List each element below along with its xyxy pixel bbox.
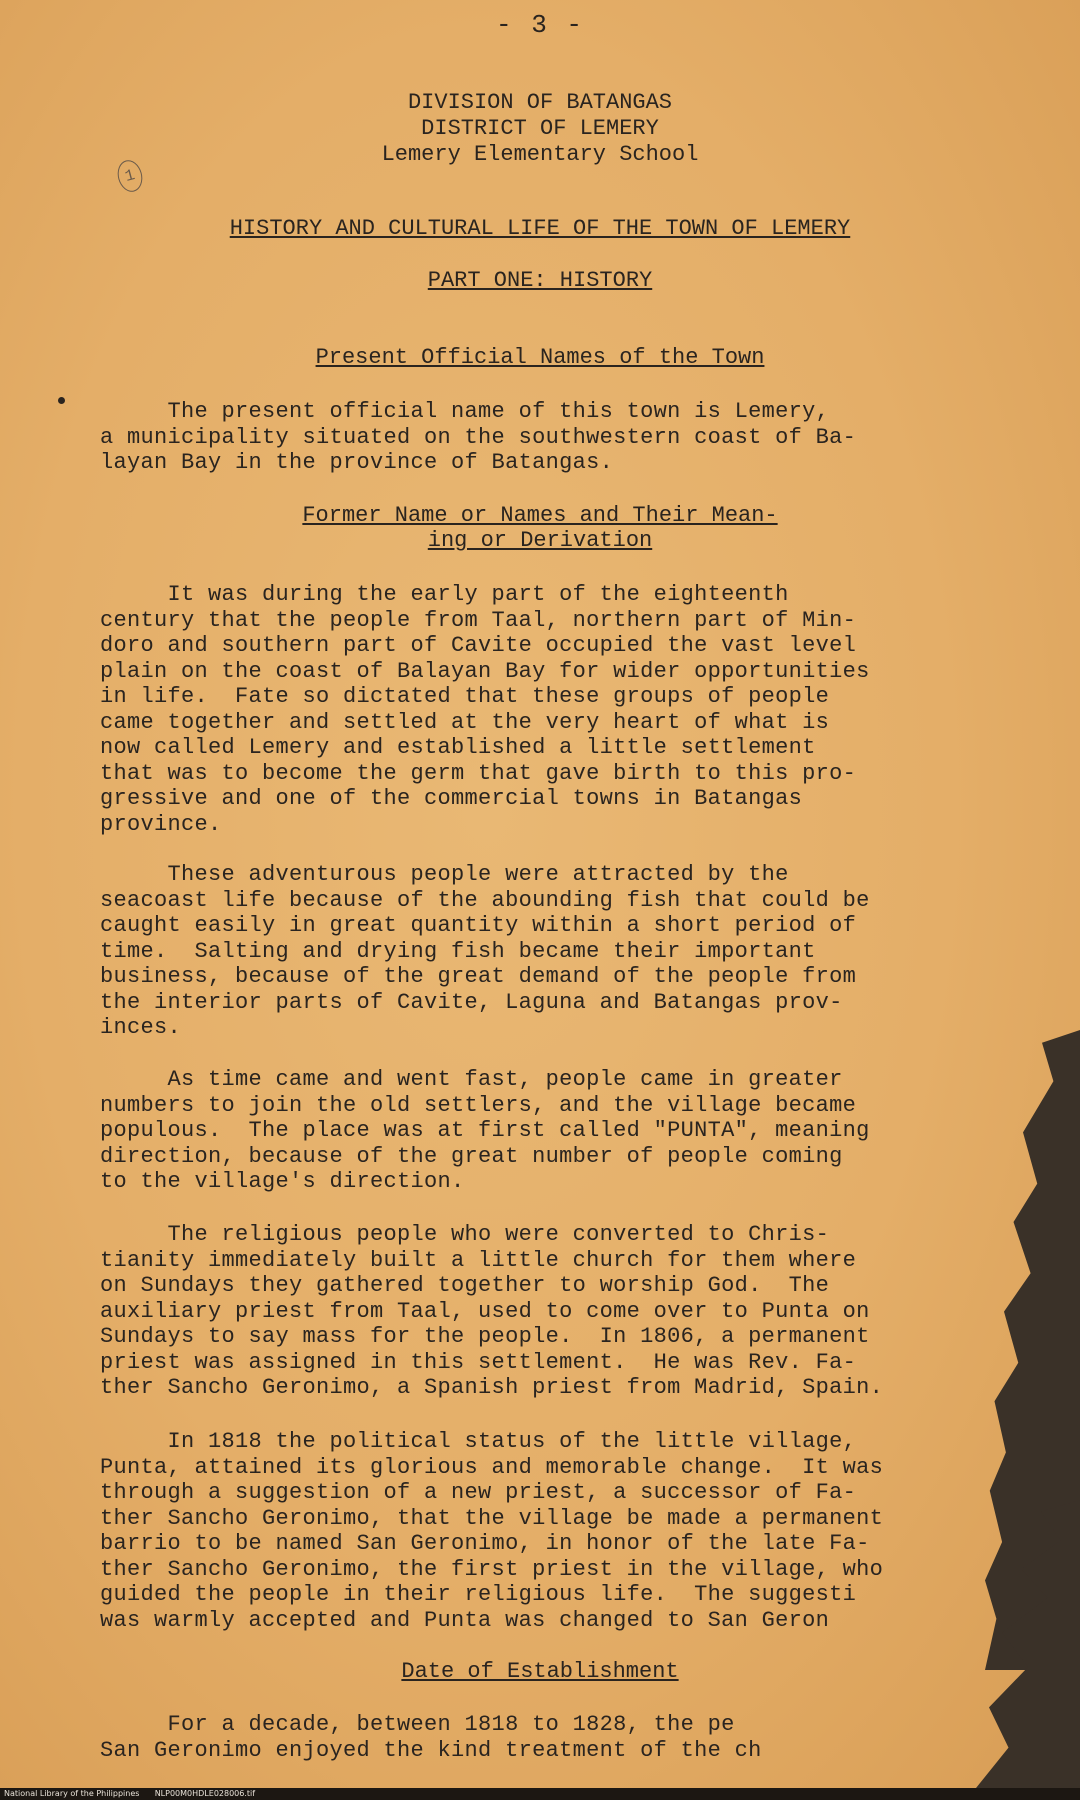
header-division: DIVISION OF BATANGAS	[407, 90, 673, 115]
section-heading-former-names-2: ing or Derivation	[427, 528, 653, 553]
footer-file: NLP00M0HDLE028006.tif	[154, 1789, 256, 1798]
paragraph-church: The religious people who were converted to Chris- tianity immediately built a little church for them where on Sundays they gathered together to worship God. The auxiliary priest from Taal, used to come over to Punta on Sundays to say mass for the people. In 1806, a permanent priest was assigned in this settlement. He was Rev. Fa- ther Sancho Geronimo, a Spanish priest from Madrid, Spain.	[100, 1222, 884, 1400]
section-heading-official-names: Present Official Names of the Town	[315, 345, 765, 370]
paragraph-establishment: For a decade, between 1818 to 1828, the pe San Geronimo enjoyed the kind treatment of the ch	[100, 1712, 762, 1763]
margin-circle-mark: 1	[114, 157, 145, 194]
margin-dot	[58, 397, 65, 404]
paragraph-settlement: It was during the early part of the eighteenth century that the people from Taal, northern part of Min- doro and southern part of Cavite occupied the vast level plain on the coast of Balayan Bay for wider opportunities in life. Fate so dictated that these groups of people came together and settled at the very heart of what is now called Lemery and established a little settlement that was to become the germ that gave birth to this pro- gressive and one of the commercial towns in Batangas province.	[100, 582, 870, 837]
page-number: - 3 -	[495, 10, 584, 40]
paragraph-official-names: The present official name of this town is Lemery, a municipality situated on the southwestern coast of Ba- layan Bay in the province of Batangas.	[100, 399, 857, 475]
paragraph-fishing: These adventurous people were attracted by the seacoast life because of the abounding fish that could be caught easily in great quantity within a short period of time. Salting and drying fish became their important business, because of the great demand of the people from the interior parts of Cavite, Laguna and Batangas prov- inces.	[100, 862, 870, 1040]
scan-footer	[0, 1788, 1080, 1800]
paragraph-punta: As time came and went fast, people came in greater numbers to join the old settlers, and the village became populous. The place was at first called "PUNTA", meaning direction, because of the great number of people coming to the village's direction.	[100, 1067, 870, 1194]
header-district: DISTRICT OF LEMERY	[421, 116, 659, 141]
section-heading-establishment: Date of Establishment	[401, 1659, 679, 1684]
main-title: HISTORY AND CULTURAL LIFE OF THE TOWN OF LEMERY	[229, 216, 851, 241]
header-school: Lemery Elementary School	[381, 142, 699, 167]
paragraph-san-geronimo: In 1818 the political status of the little village, Punta, attained its glorious and memorable change. It was through a suggestion of a new priest, a successor of Fa- ther Sancho Geronimo, that the village be made a permanent barrio to be named San Geronimo, in honor of the late Fa- ther Sancho Geronimo, the first priest in the village, who guided the people in their religious life. The suggesti was warmly accepted and Punta was changed to San Geron	[100, 1429, 884, 1633]
section-heading-former-names-1: Former Name or Names and Their Mean-	[302, 503, 778, 528]
footer-library: National Library of the Philippines	[4, 1789, 140, 1798]
part-title: PART ONE: HISTORY	[427, 268, 653, 293]
